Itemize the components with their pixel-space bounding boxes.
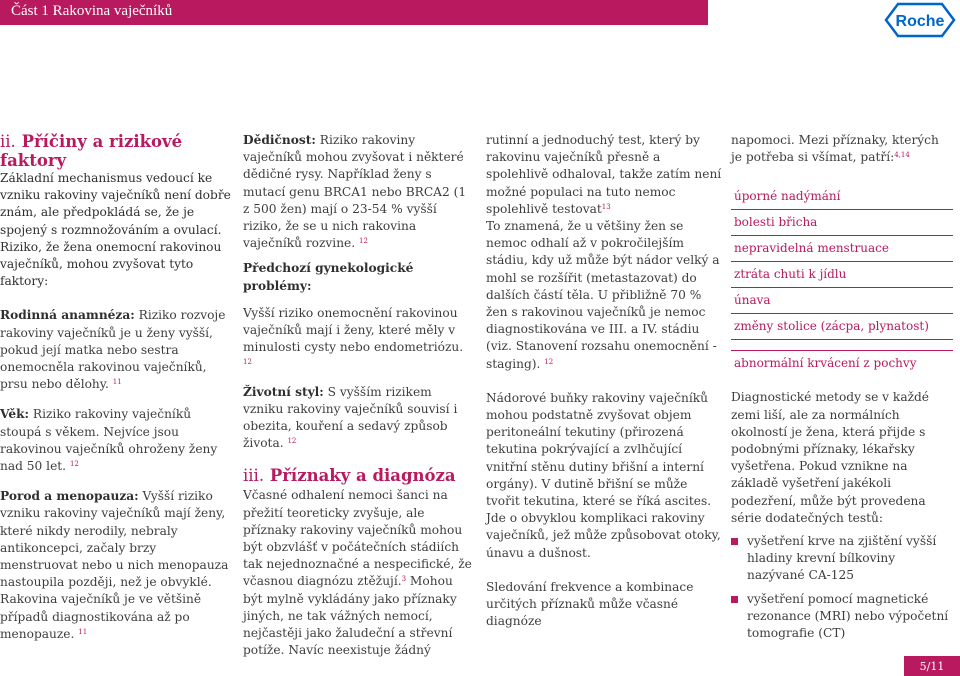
header-bar [0, 0, 708, 25]
text-birth-menopause: Vyšší riziko vzniku rakoviny vaječníků mají ženy, které nikdy nerodily, nebraly antikoncepci, začaly brzy menstruovat nebo u nich menopauza nastoupila později, než je obvyklé. Rakovina vaječníků je ve většině případů diagnostikována až po menopauze. [0, 489, 229, 641]
section-iii-title [243, 466, 475, 485]
text-early-detection: Včasné odhalení nemoci šanci na přežití teoreticky zvyšuje, ale příznaky rakoviny vaječníků mohou být obzvlášť v počátečních stádiích tak nejednoznačné a nespecifické, že včasnou diagnózu ztěžují. [243, 488, 472, 589]
reference: 11 [78, 627, 88, 636]
symptom-item: únava [731, 288, 953, 314]
subhead-gynecological: Předchozí gynekologické problémy: [243, 261, 414, 293]
reference: 12 [359, 237, 368, 246]
paragraph-family-history [0, 307, 232, 393]
paragraph-early-detection [243, 487, 475, 659]
column-2 [243, 132, 475, 659]
paragraph-heredity [243, 132, 475, 252]
symptom-item: ztráta chuti k jídlu [731, 262, 953, 288]
symptom-item: abnormální krvácení z pochvy [731, 350, 953, 376]
text-heredity: Riziko rakoviny vaječníků mohou zvyšovat i některé dědičné rysy. Například ženy s mutací genu BRCA1 nebo BRCA2 (1 z 500 žen) mají o 23-54 % vyšší riziko, že se u nich rakovina vaječníků rozvine. [243, 133, 467, 251]
column-1 [0, 132, 232, 643]
page-number-badge [904, 656, 960, 676]
paragraph-ascites: Nádorové buňky rakoviny vaječníků mohou podstatně zvyšovat objem peritoneální tekutiny (přirozená tekutina pokrývající a zvlhčující vnitřní stěnu dutiny břišní a interní orgány). V dutině břišní se může tvořit tekutina, které se říká ascites. Jde o obvyklou komplikaci rakoviny vaječníků, jež může způsobovat otoky, únavu a dušnost. [486, 390, 721, 560]
logo-text: Roche [895, 13, 945, 30]
section-title-text: Příznaky a diagnóza [269, 466, 456, 486]
symptom-item: bolesti břicha [731, 210, 953, 236]
column-3 [486, 132, 722, 630]
section-number: iii. [243, 466, 265, 486]
paragraph-symptom-tracking: Sledování frekvence a kombinace určitých příznaků může včasné diagnóze [486, 579, 694, 629]
paragraph-age [0, 406, 232, 475]
text-gynecological: Vyšší riziko onemocnění rakovinou vaječníků mají i ženy, které měly v minulosti cysty nebo endometriózu. [243, 305, 464, 355]
section-ii-title [0, 132, 232, 170]
reference: 13 [601, 202, 611, 211]
label-family-history: Rodinná anamnéza: [0, 308, 135, 323]
reference: 12 [69, 460, 79, 469]
test-item: vyšetření krve na zjištění vyšší hladiny krevní bílkoviny nazývané CA-125 [731, 533, 953, 585]
text-no-test: rutinní a jednoduchý test, který by rakovinu vaječníků přesně a spolehlivě odhaloval, takže zatím není možné populaci na tuto nemoc spolehlivě testovat [486, 133, 722, 216]
symptom-item: úporné nadýmání [731, 184, 953, 210]
text-age: Riziko rakoviny vaječníků stoupá s věkem. Nejvíce jsou rakovinou vaječníků ohroženy ženy nad 50 let. [0, 407, 218, 474]
text-advanced-stage: To znamená, že u většiny žen se nemoc odhalí až v pokročilejším stádiu, kdy už může být nádor velký a mohl se rozšířit (metastazovat) do dalších částí těla. U přibližně 70 % žen s rakovinou vaječníků je nemoc diagnostikována ve III. a IV. stádiu (viz. Stanovení rozsahu onemocnění - staging). [486, 219, 720, 371]
symptom-list [731, 184, 953, 376]
label-birth-menopause: Porod a menopauza: [0, 489, 139, 504]
paragraph-no-test [486, 132, 722, 218]
label-age: Věk: [0, 407, 30, 422]
symptom-item: změny stolice (zácpa, plynatost) [731, 314, 953, 340]
page-number: 5/11 [919, 659, 945, 673]
reference: 11 [112, 378, 122, 387]
text-early-detection-2: Mohou být mylně vykládány jako příznaky jiných, ne tak vážných nemocí, nejčastěji jako žaludeční a střevní potíže. Navíc neexistuje žádný [243, 574, 457, 658]
text-symptoms-intro: napomoci. Mezi příznaky, kterých je potřeba si všímat, patří: [731, 133, 939, 165]
reference: 4,14 [894, 151, 910, 160]
label-heredity: Dědičnost: [243, 133, 316, 147]
reference: 12 [544, 357, 554, 366]
section-title-text: Příčiny a rizikové faktory [0, 132, 183, 170]
roche-logo-icon [884, 0, 956, 40]
intro-paragraph: Základní mechanismus vedoucí ke vzniku rakoviny vaječníků není dobře znám, ale předpokládá se, že je spojený s rozmnožováním a ovulací. Riziko, že žena onemocní rakovinou vaječníků, mohou zvyšovat tyto faktory: [0, 171, 231, 289]
header-title: Část 1 Rakovina vaječníků [11, 3, 173, 19]
symptom-item: nepravidelná menstruace [731, 236, 953, 262]
test-list [731, 533, 953, 642]
column-4 [731, 132, 953, 642]
reference: 3 [401, 575, 407, 584]
reference: 12 [287, 437, 297, 446]
paragraph-birth-menopause [0, 488, 232, 643]
paragraph-diagnostics: Diagnostické metody se v každé zemi liší, ale za normálních okolností je žena, která přijde s podobnými příznaky, lékařsky vyšetřena. Pokud vznikne na základě vyšetření jakékoli podezření, může být provedena série dodatečných testů: [731, 390, 930, 525]
paragraph-lifestyle [243, 384, 475, 453]
section-number: ii. [0, 132, 16, 151]
reference: 12 [243, 358, 252, 367]
paragraph-advanced-stage [486, 218, 722, 373]
label-lifestyle: Životní styl: [243, 384, 324, 399]
paragraph-gynecological [243, 305, 475, 374]
test-item: vyšetření pomocí magnetické rezonance (MRI) nebo výpočetní tomografie (CT) [731, 591, 953, 643]
text-family-history: Riziko rozvoje rakoviny vaječníků je u ženy vyšší, pokud její matka nebo sestra onemocněla rakovinou vaječníků, prsu nebo dělohy. [0, 308, 226, 392]
text-lifestyle: S vyšším rizikem vzniku rakoviny vaječníků souvisí i obezita, kouření a sedavý způsob života. [243, 384, 458, 451]
paragraph-symptoms-intro [731, 132, 953, 166]
